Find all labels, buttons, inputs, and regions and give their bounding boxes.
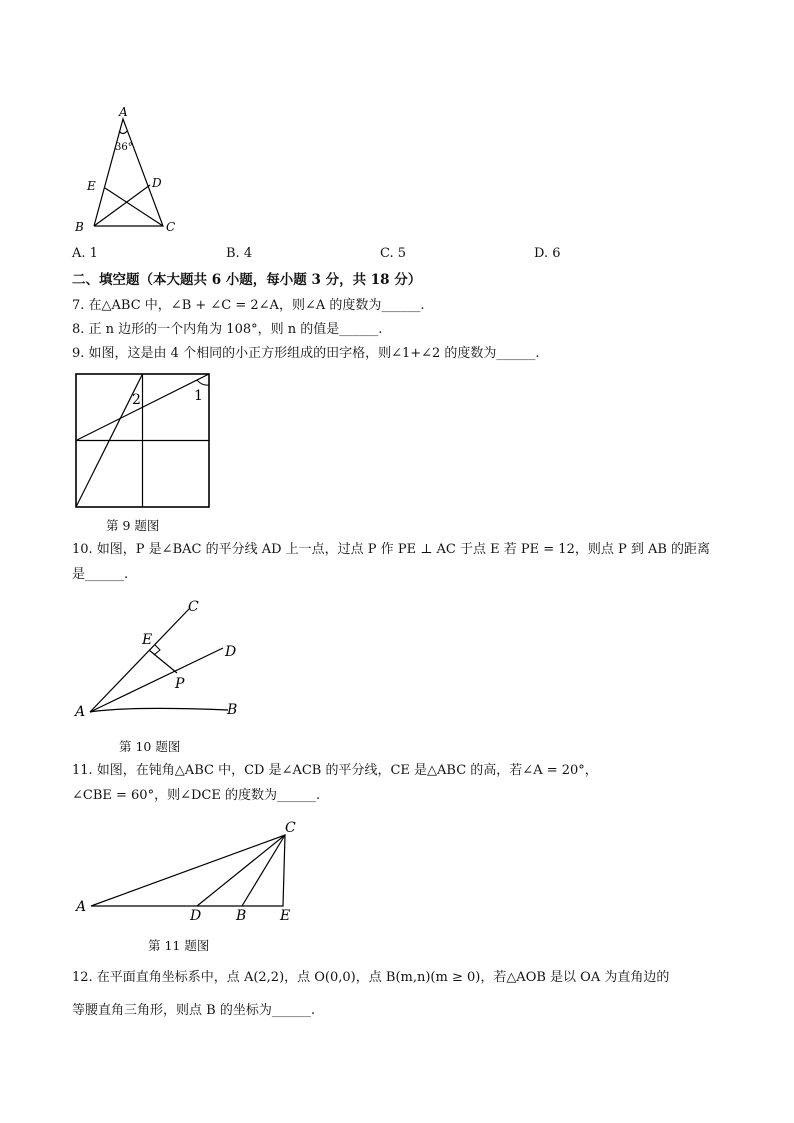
fig6-label-e: E xyxy=(87,179,96,193)
fig10-ray-ab xyxy=(90,708,228,712)
fig10-label-c: C xyxy=(188,599,199,615)
fig10-ray-ad xyxy=(90,648,223,712)
question-7: 7. 在△ABC 中，∠B + ∠C = 2∠A，则∠A 的度数为______. xyxy=(72,298,425,313)
fig11-diagram xyxy=(70,816,310,926)
question-12-line2: 等腰直角三角形，则点 B 的坐标为______. xyxy=(72,1003,315,1018)
fig11-segment-cb xyxy=(242,835,285,906)
fig11-segment-cd xyxy=(197,835,285,906)
fig6-segment-ce xyxy=(105,188,163,226)
fig6-segment-bd xyxy=(94,185,150,226)
fig10-label-b: B xyxy=(227,702,238,718)
fig6-label-angle: 36° xyxy=(115,142,133,153)
fig10-ray-ac xyxy=(90,609,189,712)
option-d: D. 6 xyxy=(534,246,561,261)
fig10-label-e: E xyxy=(142,632,153,648)
option-a: A. 1 xyxy=(72,246,98,261)
fig11-caption: 第 11 题图 xyxy=(148,938,210,953)
question-8: 8. 正 n 边形的一个内角为 108°，则 n 的值是______. xyxy=(72,322,383,337)
fig10-caption: 第 10 题图 xyxy=(119,739,181,754)
fig6-label-d: D xyxy=(152,176,162,190)
option-b: B. 4 xyxy=(226,246,253,261)
fig9-grid xyxy=(70,368,215,513)
fig11-label-b: B xyxy=(236,908,247,924)
fig10-label-a: A xyxy=(75,704,86,720)
fig11-label-d: D xyxy=(190,908,202,924)
question-9: 9. 如图，这是由 4 个相同的小正方形组成的田字格，则∠1+∠2 的度数为______. xyxy=(72,346,540,361)
fig11-outline xyxy=(91,835,285,906)
fig10-segment-pe xyxy=(149,650,177,673)
fig6-outline xyxy=(94,119,163,226)
fig6-label-c: C xyxy=(166,220,176,234)
fig6-triangle xyxy=(70,100,190,240)
question-10-line1: 10. 如图，P 是∠BAC 的平分线 AD 上一点，过点 P 作 PE ⊥ AC 于点 E 若 PE = 12，则点 P 到 AB 的距离 xyxy=(72,542,711,557)
fig9-angle1-arc xyxy=(197,380,209,385)
question-11-line1: 11. 如图，在钝角△ABC 中，CD 是∠ACB 的平分线，CE 是△ABC 的高，若∠A = 20°， xyxy=(72,763,598,778)
fig11-label-a: A xyxy=(76,899,87,915)
fig6-label-a: A xyxy=(119,105,128,119)
section-title: 二、填空题（本大题共 6 小题，每小题 3 分，共 18 分） xyxy=(72,272,422,288)
fig11-label-c: C xyxy=(285,820,296,836)
fig10-diagram xyxy=(70,592,270,722)
fig9-label-1: 1 xyxy=(194,388,203,404)
fig9-label-2: 2 xyxy=(132,392,141,408)
fig10-right-angle-mark xyxy=(154,645,160,655)
question-10-line2: 是______. xyxy=(72,567,129,582)
fig11-label-e: E xyxy=(280,908,291,924)
question-11-line2: ∠CBE = 60°，则∠DCE 的度数为______. xyxy=(72,788,321,803)
fig10-label-d: D xyxy=(225,644,237,660)
fig6-label-b: B xyxy=(75,220,84,234)
fig10-label-p: P xyxy=(175,676,185,692)
question-12-line1: 12. 在平面直角坐标系中，点 A(2,2)，点 O(0,0)，点 B(m,n)(m ≥ 0)，若△AOB 是以 OA 为直角边的 xyxy=(72,970,670,985)
option-c: C. 5 xyxy=(380,246,407,261)
fig9-caption: 第 9 题图 xyxy=(106,518,160,533)
